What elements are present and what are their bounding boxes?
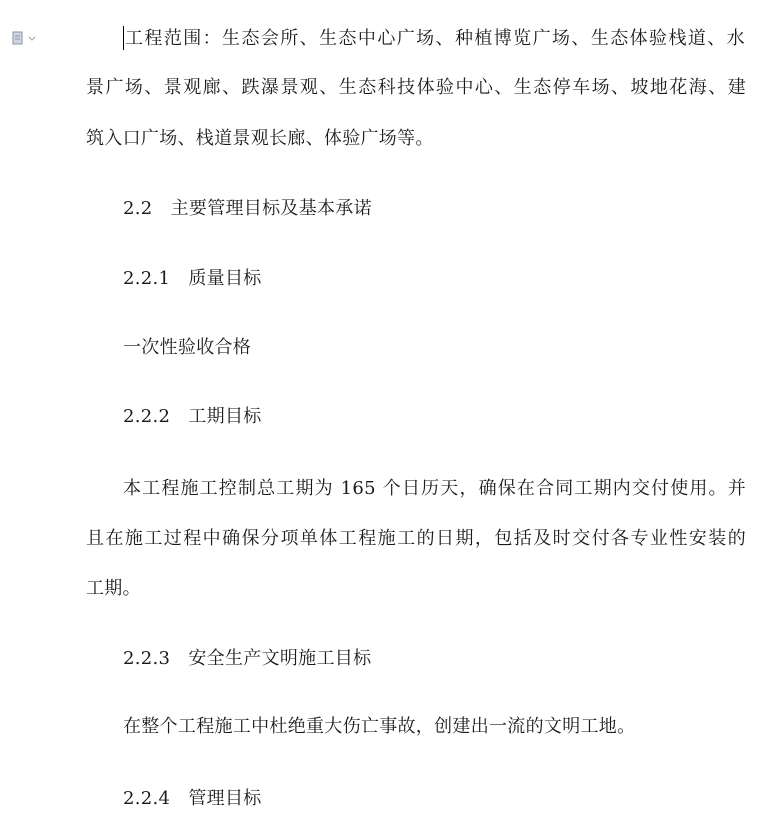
heading-2-2-4: 2.2.4 管理目标 xyxy=(123,788,262,809)
heading-2-2-2: 2.2.2 工期目标 xyxy=(123,406,262,427)
heading-2-2-1: 2.2.1 质量目标 xyxy=(123,268,262,289)
schedule-line1: 本工程施工控制总工期为 165 个日历天，确保在合同工期内交付使用。并 xyxy=(123,478,746,499)
para1-line1: 工程范围：生态会所、生态中心广场、种植博览广场、生态体验栈道、水 xyxy=(125,28,745,49)
document-icon[interactable] xyxy=(12,30,38,44)
schedule-line2: 且在施工过程中确保分项单体工程施工的日期，包括及时交付各专业性安装的 xyxy=(86,528,746,549)
para1-line2: 景广场、景观廊、跌瀑景观、生态科技体验中心、生态停车场、坡地花海、建 xyxy=(86,77,746,98)
text-cursor xyxy=(123,26,124,50)
heading-2-2-3: 2.2.3 安全生产文明施工目标 xyxy=(123,648,372,669)
quality-text: 一次性验收合格 xyxy=(123,337,252,358)
safety-text: 在整个工程施工中杜绝重大伤亡事故，创建出一流的文明工地。 xyxy=(123,716,636,737)
para1-line3: 筑入口广场、栈道景观长廊、体验广场等。 xyxy=(86,128,434,149)
schedule-line3: 工期。 xyxy=(86,578,141,599)
heading-2-2: 2.2 主要管理目标及基本承诺 xyxy=(123,198,372,219)
